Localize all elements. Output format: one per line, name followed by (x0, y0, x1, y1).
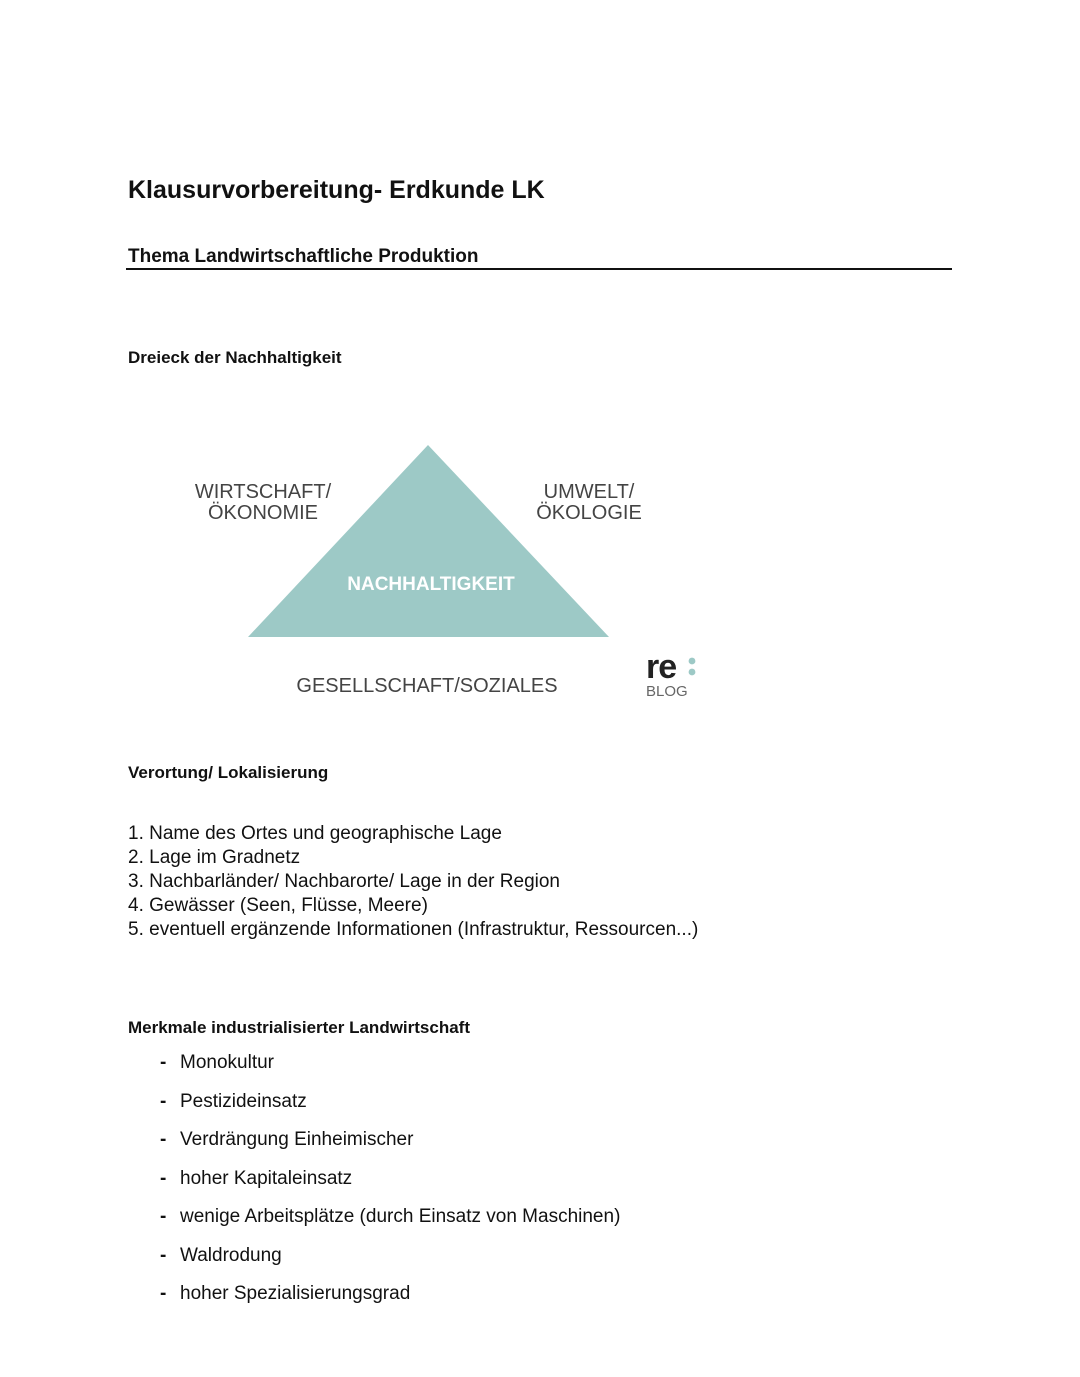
list-item-text: Pestizideinsatz (180, 1090, 307, 1112)
list-item (160, 1205, 620, 1244)
reblog-logo-dot-upper (689, 658, 696, 665)
environment-label-line2: ÖKOLOGIE (536, 502, 642, 524)
sustainability-triangle-diagram (170, 430, 730, 720)
reblog-logo-bottom: BLOG (646, 683, 688, 700)
environment-label-line1: UMWELT/ (543, 481, 635, 503)
localization-steps-list (128, 822, 698, 942)
list-item: 1. Name des Ortes und geographische Lage (128, 823, 502, 844)
topic-underline (126, 268, 952, 270)
center-label: NACHHALTIGKEIT (347, 574, 515, 595)
merkmale-heading: Merkmale industrialisierter Landwirtschaft (128, 1018, 470, 1037)
dash-bullet: - (160, 1206, 167, 1227)
list-item (160, 1167, 620, 1206)
economy-label-line1: WIRTSCHAFT/ (194, 481, 332, 503)
dash-bullet: - (160, 1129, 167, 1150)
topic-heading: Thema Landwirtschaftliche Produktion (128, 246, 479, 267)
dash-bullet: - (160, 1167, 167, 1189)
dash-bullet: - (160, 1244, 167, 1266)
society-label: GESELLSCHAFT/SOZIALES (296, 675, 558, 697)
dash-bullet: - (160, 1283, 167, 1304)
list-item-text: Verdrängung Einheimischer (180, 1129, 414, 1150)
list-item-text: wenige Arbeitsplätze (durch Einsatz von Maschinen) (180, 1206, 621, 1227)
list-item-text: hoher Spezialisierungsgrad (180, 1283, 411, 1304)
sustainability-triangle (248, 445, 609, 637)
industrial-agriculture-features-list (160, 1051, 620, 1321)
dash-bullet: - (160, 1090, 167, 1112)
dreieck-heading: Dreieck der Nachhaltigkeit (128, 348, 342, 367)
list-item: 5. eventuell ergänzende Informationen (Infrastruktur, Ressourcen...) (128, 919, 699, 940)
list-item-text: Waldrodung (180, 1244, 282, 1266)
list-item (160, 1128, 620, 1167)
list-item (160, 1051, 620, 1090)
list-item-text: hoher Kapitaleinsatz (180, 1167, 353, 1189)
list-item: 4. Gewässer (Seen, Flüsse, Meere) (128, 895, 428, 916)
document-title: Klausurvorbereitung- Erdkunde LK (128, 176, 545, 204)
list-item (160, 1244, 620, 1283)
list-item-text: Monokultur (180, 1052, 274, 1073)
economy-label-line2: ÖKONOMIE (207, 502, 319, 524)
reblog-logo-dot-lower (689, 669, 696, 676)
list-item (160, 1282, 620, 1321)
list-item (160, 1090, 620, 1129)
list-item: 2. Lage im Gradnetz (128, 847, 301, 868)
verortung-heading: Verortung/ Lokalisierung (128, 763, 329, 782)
reblog-logo-top: re (646, 648, 677, 686)
dash-bullet: - (160, 1052, 167, 1073)
list-item: 3. Nachbarländer/ Nachbarorte/ Lage in der Region (128, 871, 560, 892)
reblog-logo (646, 648, 695, 700)
